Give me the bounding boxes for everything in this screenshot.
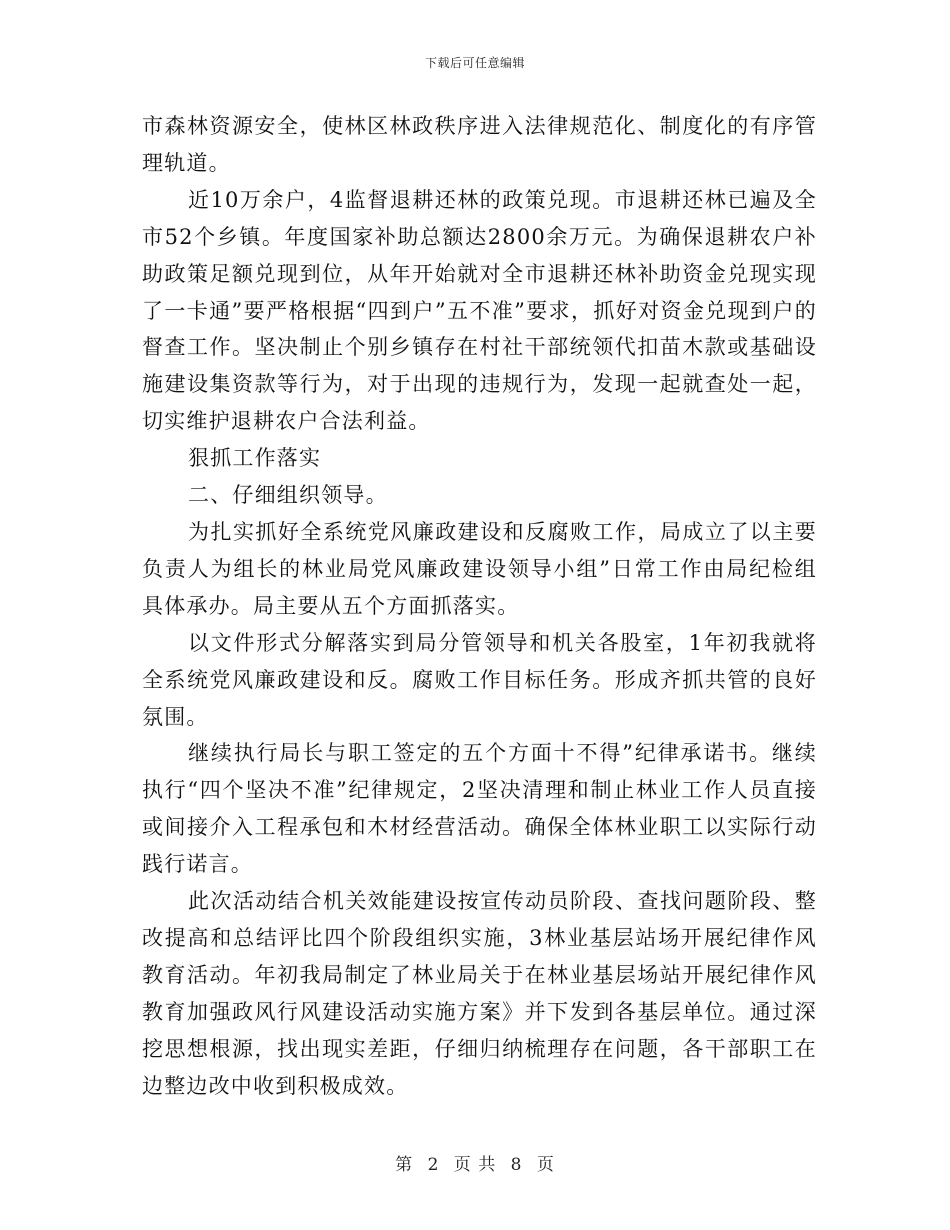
footer-suffix: 页 <box>536 1155 555 1175</box>
paragraph-8: 此次活动结合机关效能建设按宣传动员阶段、查找问题阶段、整改提高和总结评比四个阶段组织实施，3林业基层站场开展纪律作风教育活动。年初我局制定了林业局关于在林业基层场站开展纪律作风教育加强政风行风建设活动实施方案》并下发到各基层单位。通过深挖思想根源，找出现实差距，仔细归纳梳理存在问题，各干部职工在边整边改中收到积极成效。 <box>142 889 817 1098</box>
footer-prefix: 第 <box>395 1155 414 1175</box>
footer-middle: 页 共 <box>453 1155 497 1175</box>
paragraph-2: 近10万余户，4监督退耕还林的政策兑现。市退耕还林已遍及全市52个乡镇。年度国家补助总额达2800余万元。为确保退耕农户补助政策足额兑现到位，从年开始就对全市退耕还林补助资金兑现实现了一卡通”要严格根据“四到户”五不准”要求，抓好对资金兑现到户的督查工作。坚决制止个别乡镇存在村社干部统领代扣苗木款或基础设施建设集资款等行为，对于出现的违规行为，发现一起就查处一起，切实维护退耕农户合法利益。 <box>142 187 817 434</box>
current-page-number: 2 <box>427 1155 440 1175</box>
paragraph-1: 市森林资源安全，使林区林政秩序进入法律规范化、制度化的有序管理轨道。 <box>142 114 817 175</box>
document-body <box>142 108 817 1104</box>
total-pages-number: 8 <box>510 1155 523 1175</box>
paragraph-3: 狠抓工作落实 <box>188 446 322 471</box>
paragraph-6: 以文件形式分解落实到局分管领导和机关各股室，1年初我就将全系统党风廉政建设和反。腐败工作目标任务。形成齐抓共管的良好氛围。 <box>142 630 817 729</box>
header-note: 下载后可任意编辑 <box>424 56 525 70</box>
paragraph-7: 继续执行局长与职工签定的五个方面十不得”纪律承诺书。继续执行“四个坚决不准”纪律规定，2坚决清理和制止林业工作人员直接或间接介入工程承包和木材经营活动。确保全体林业职工以实际行动践行诺言。 <box>142 741 817 877</box>
paragraph-4: 二、仔细组织领导。 <box>188 483 388 508</box>
page-footer <box>0 1150 950 1175</box>
paragraph-5: 为扎实抓好全系统党风廉政建设和反腐败工作，局成立了以主要负责人为组长的林业局党风廉政建设领导小组”日常工作由局纪检组具体承办。局主要从五个方面抓落实。 <box>142 519 817 618</box>
